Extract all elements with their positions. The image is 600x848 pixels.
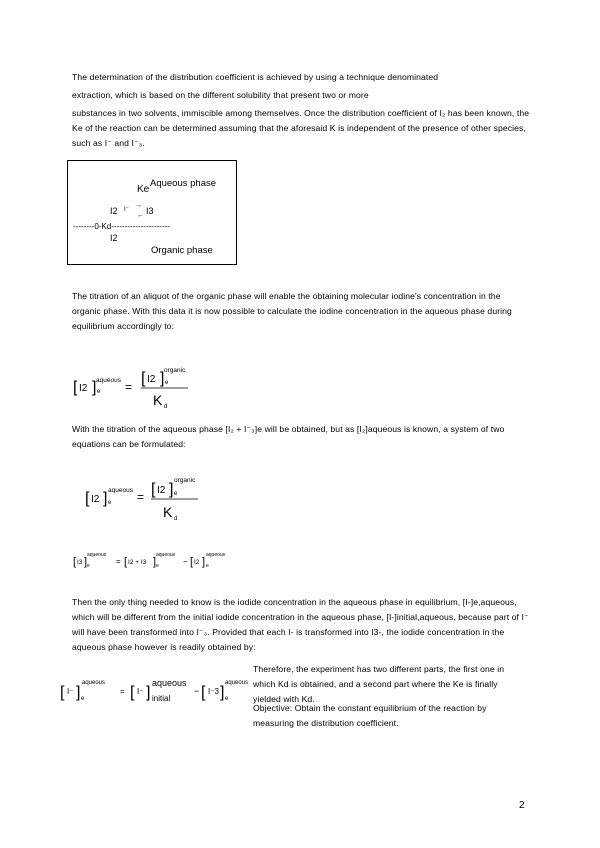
i2-aqueous-label: I2 [110, 206, 118, 216]
eq4-rhs-sub: e [225, 696, 229, 702]
svg-text:]: ] [92, 379, 97, 396]
svg-text:[: [ [85, 490, 90, 507]
eq1-num-sub: e [165, 380, 169, 386]
eq1-lhs-sub: e [97, 389, 101, 395]
i3-label: I3 [146, 206, 154, 216]
svg-text:]: ] [103, 490, 108, 507]
phase-diagram-svg [68, 161, 238, 266]
eq3-rhs-sup: aqueous [206, 552, 226, 558]
eq1-lhs: I2 [79, 383, 88, 394]
organic-phase-label: Organic phase [151, 245, 213, 256]
svg-text:[: [ [141, 370, 146, 387]
svg-text:]: ] [76, 684, 81, 701]
kd-interface-line: --------0-Kd---------------------- [73, 222, 170, 231]
eq4-lhs-sup: aqueous [82, 680, 106, 686]
equation-1 [68, 360, 208, 412]
eq3-mid-sub: e [156, 563, 159, 569]
svg-text:−: − [194, 686, 200, 696]
page-number: 2 [519, 800, 525, 811]
svg-text:[: [ [73, 379, 78, 396]
intro-line-2: extraction, which is based on the different solubility that present two or more [72, 90, 369, 100]
svg-text:[: [ [130, 684, 135, 701]
svg-text:]: ] [84, 556, 88, 568]
eq4-lhs-sub: e [81, 696, 85, 702]
i2-organic-label: I2 [110, 233, 118, 243]
eq4-lhs: I⁻ [67, 687, 74, 696]
eq2-num-sup: organic [174, 477, 196, 484]
iodide-label: I⁻ [124, 207, 129, 213]
svg-text:[: [ [151, 481, 156, 498]
svg-text:]: ] [160, 370, 165, 387]
reverse-arrow-icon: ← [137, 212, 144, 219]
titration-paragraph: The titration of an aliquot of the organic phase will enable the obtaining molecular iodine's concentration in the organic phase. With this data it is now possible to calculate the iodine concentration in the aqueous phase during equilibrium accordingly to: [72, 291, 512, 331]
experiment-parts-paragraph: Therefore, the experiment has two different parts, the first one in which Kd is obtained, and a second part where the Ke is finally yielded with Kd. [253, 664, 505, 704]
equation-2 [80, 470, 220, 525]
svg-text:[: [ [73, 556, 77, 568]
eq4-mid-sub: initial [152, 694, 171, 703]
objective-paragraph: Objective: Obtain the constant equilibrium of the reaction by measuring the distribution coefficient. [253, 703, 487, 728]
eq4-rhs: I⁻3 [208, 687, 219, 696]
intro-line-3: substances in two solvents, immiscible among themselves. Once the distribution coefficient of I₂ has been known, the Ke of the reaction can be determined assuming that the aforesaid K is independent of the presence of other species, such as I⁻ and I⁻₃. [72, 108, 530, 148]
svg-text:=: = [137, 490, 145, 504]
svg-text:=: = [116, 557, 121, 566]
equation-3 [70, 548, 250, 576]
svg-text:]: ] [202, 556, 206, 568]
eq3-lhs-sup: aqueous [87, 552, 107, 558]
eq1-den-sub: d [164, 404, 168, 410]
svg-text:=: = [120, 687, 125, 696]
eq3-mid-sup: aqueous [156, 552, 176, 558]
aqueous-titration-paragraph: With the titration of the aqueous phase [I₂ + I⁻₃]e will be obtained, but as [I₂]aqueous is known, a system of two equations can be formulated: [72, 424, 505, 449]
equation-4 [56, 672, 251, 712]
svg-text:[: [ [201, 684, 206, 701]
eq4-mid: I⁻ [137, 687, 144, 696]
svg-text:−: − [183, 557, 188, 566]
eq2-num-sub: e [174, 491, 178, 497]
eq1-den: K [153, 392, 163, 408]
aqueous-phase-label: Aqueous phase [150, 178, 217, 189]
eq3-lhs-sub: e [87, 563, 90, 569]
eq1-num: I2 [147, 374, 156, 385]
eq2-den: K [163, 504, 173, 520]
svg-text:]: ] [153, 556, 157, 568]
eq2-lhs-sub: e [108, 500, 112, 506]
eq3-lhs: I3 [77, 559, 83, 566]
svg-text:[: [ [124, 556, 128, 568]
intro-line-1: The determination of the distribution coefficient is achieved by using a technique denominated [72, 72, 439, 82]
svg-text:]: ] [146, 684, 151, 701]
forward-arrow-icon: → [135, 202, 142, 209]
eq4-mid-sup: aqueous [152, 678, 187, 688]
ke-label: Ke [137, 184, 150, 195]
svg-text:=: = [125, 380, 133, 394]
svg-text:[: [ [60, 684, 65, 701]
iodide-paragraph: Then the only thing needed to know is the iodide concentration in the aqueous phase in equilibrium, [I-]e,aqueous, which will be different from the initial iodide concentration in the aqueous phase, [I-]initial,aqueous, because part of I⁻ will have been transformed into I⁻₃. Provided that each I- is transformed into I3-, the iodide concentration in the aqueous phase however is readily obtained by: [72, 597, 529, 652]
svg-text:]: ] [220, 684, 225, 701]
eq2-num: I2 [157, 485, 166, 496]
svg-text:]: ] [169, 481, 174, 498]
phase-diagram [67, 160, 237, 265]
eq3-mid: I2 + I3 [128, 559, 147, 566]
eq1-num-sup: organic [164, 367, 186, 374]
eq2-lhs: I2 [91, 494, 100, 505]
eq3-rhs: I2 [194, 559, 200, 566]
eq2-den-sub: d [174, 516, 178, 522]
svg-text:[: [ [190, 556, 194, 568]
eq1-lhs-sup: aqueous [96, 377, 121, 384]
eq3-rhs-sub: e [206, 563, 209, 569]
eq2-lhs-sup: aqueous [108, 487, 133, 494]
eq4-rhs-sup: aqueous [225, 680, 249, 686]
